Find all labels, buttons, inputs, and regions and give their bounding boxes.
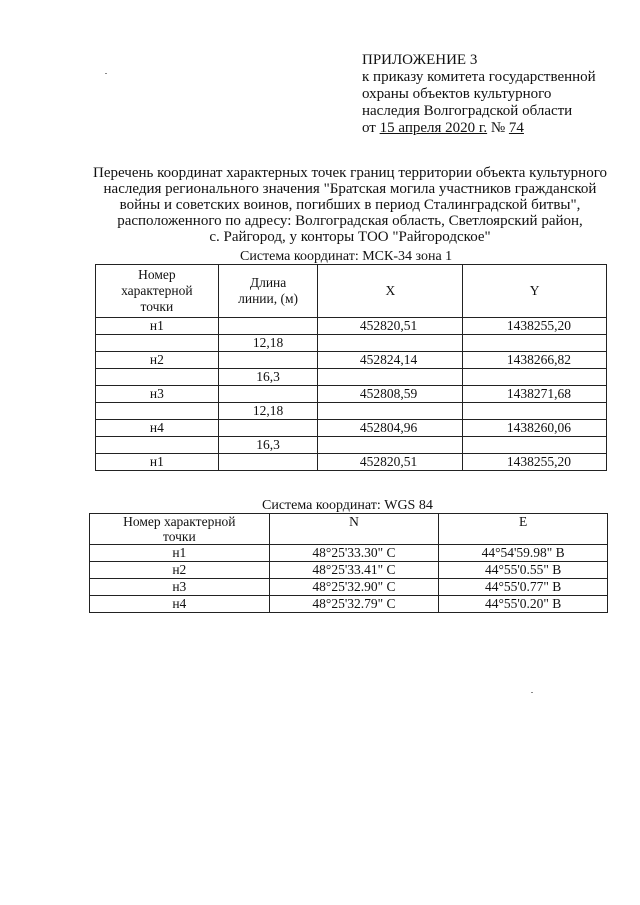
y-cell [463, 335, 607, 352]
header-line-length: Длина линии, (м) [218, 265, 318, 318]
x-cell: 452820,51 [318, 454, 463, 471]
appendix-block [362, 52, 632, 137]
latitude-cell: 48°25'33.41" С [269, 562, 439, 579]
x-cell: 452808,59 [318, 386, 463, 403]
point-cell [96, 437, 219, 454]
order-number: 74 [508, 120, 524, 136]
y-cell: 1438266,82 [463, 352, 607, 369]
header-point-number: Номер характерной точки [96, 265, 219, 318]
wgs84-coordinates-table [89, 513, 608, 613]
length-cell [218, 454, 318, 471]
point-cell [96, 403, 219, 420]
longitude-cell: 44°55'0.77" В [439, 579, 608, 596]
table-row [90, 562, 608, 579]
table-header-row [96, 265, 607, 318]
title-line: войны и советских воинов, погибших в период Сталинградской битвы", [119, 197, 581, 213]
document-title [60, 165, 640, 245]
length-cell: 16,3 [218, 437, 318, 454]
table-row [96, 318, 607, 335]
table-row [90, 579, 608, 596]
appendix-line: наследия Волгоградской области [362, 103, 573, 119]
x-cell [318, 335, 463, 352]
table-row [90, 596, 608, 613]
x-cell [318, 369, 463, 386]
y-cell [463, 369, 607, 386]
point-cell: н3 [90, 579, 270, 596]
appendix-line: к приказу комитета государственной [362, 69, 596, 85]
scan-speck [531, 692, 533, 693]
header-x: X [318, 265, 463, 318]
header-y: Y [463, 265, 607, 318]
x-cell [318, 437, 463, 454]
table-row [96, 420, 607, 437]
appendix-line: охраны объектов культурного [362, 86, 552, 102]
point-cell [96, 369, 219, 386]
order-date: 15 апреля 2020 г. [379, 120, 488, 136]
point-cell: н1 [90, 545, 270, 562]
x-cell: 452820,51 [318, 318, 463, 335]
title-line: с. Райгород, у конторы ТОО "Райгородское" [209, 229, 491, 245]
table-header-row [90, 514, 608, 545]
latitude-cell: 48°25'33.30" С [269, 545, 439, 562]
longitude-cell: 44°55'0.20" В [439, 596, 608, 613]
table-row [90, 545, 608, 562]
length-cell [218, 318, 318, 335]
y-cell: 1438260,06 [463, 420, 607, 437]
point-cell: н4 [96, 420, 219, 437]
msk34-coordinates-table [95, 264, 607, 471]
latitude-cell: 48°25'32.90" С [269, 579, 439, 596]
header-e: E [439, 514, 608, 545]
header-point-number: Номер характерной точки [90, 514, 270, 545]
number-prefix: № [487, 120, 509, 136]
point-cell [96, 335, 219, 352]
appendix-date-line [362, 120, 632, 137]
length-cell [218, 352, 318, 369]
table-row [96, 335, 607, 352]
y-cell [463, 403, 607, 420]
y-cell: 1438255,20 [463, 454, 607, 471]
point-cell: н1 [96, 454, 219, 471]
length-cell: 16,3 [218, 369, 318, 386]
point-cell: н1 [96, 318, 219, 335]
y-cell [463, 437, 607, 454]
longitude-cell: 44°55'0.55" В [439, 562, 608, 579]
table2-caption: Система координат: WGS 84 [262, 498, 433, 513]
title-line: наследия регионального значения "Братская могила участников гражданской [103, 181, 597, 197]
x-cell [318, 403, 463, 420]
table-row [96, 386, 607, 403]
length-cell [218, 420, 318, 437]
point-cell: н2 [96, 352, 219, 369]
point-cell: н3 [96, 386, 219, 403]
table-row [96, 369, 607, 386]
date-prefix: от [362, 120, 380, 136]
latitude-cell: 48°25'32.79" С [269, 596, 439, 613]
table-row [96, 437, 607, 454]
title-line: расположенного по адресу: Волгоградская область, Светлоярский район, [117, 213, 583, 229]
scan-speck [105, 73, 107, 74]
table-row [96, 403, 607, 420]
table-row [96, 352, 607, 369]
length-cell: 12,18 [218, 335, 318, 352]
length-cell [218, 386, 318, 403]
title-line: Перечень координат характерных точек границ территории объекта культурного [93, 165, 607, 181]
x-cell: 452804,96 [318, 420, 463, 437]
point-cell: н4 [90, 596, 270, 613]
length-cell: 12,18 [218, 403, 318, 420]
header-n: N [269, 514, 439, 545]
table-row [96, 454, 607, 471]
appendix-title: ПРИЛОЖЕНИЕ 3 [362, 52, 478, 68]
point-cell: н2 [90, 562, 270, 579]
table1-caption: Система координат: МСК-34 зона 1 [240, 249, 453, 264]
longitude-cell: 44°54'59.98" В [439, 545, 608, 562]
y-cell: 1438271,68 [463, 386, 607, 403]
y-cell: 1438255,20 [463, 318, 607, 335]
x-cell: 452824,14 [318, 352, 463, 369]
